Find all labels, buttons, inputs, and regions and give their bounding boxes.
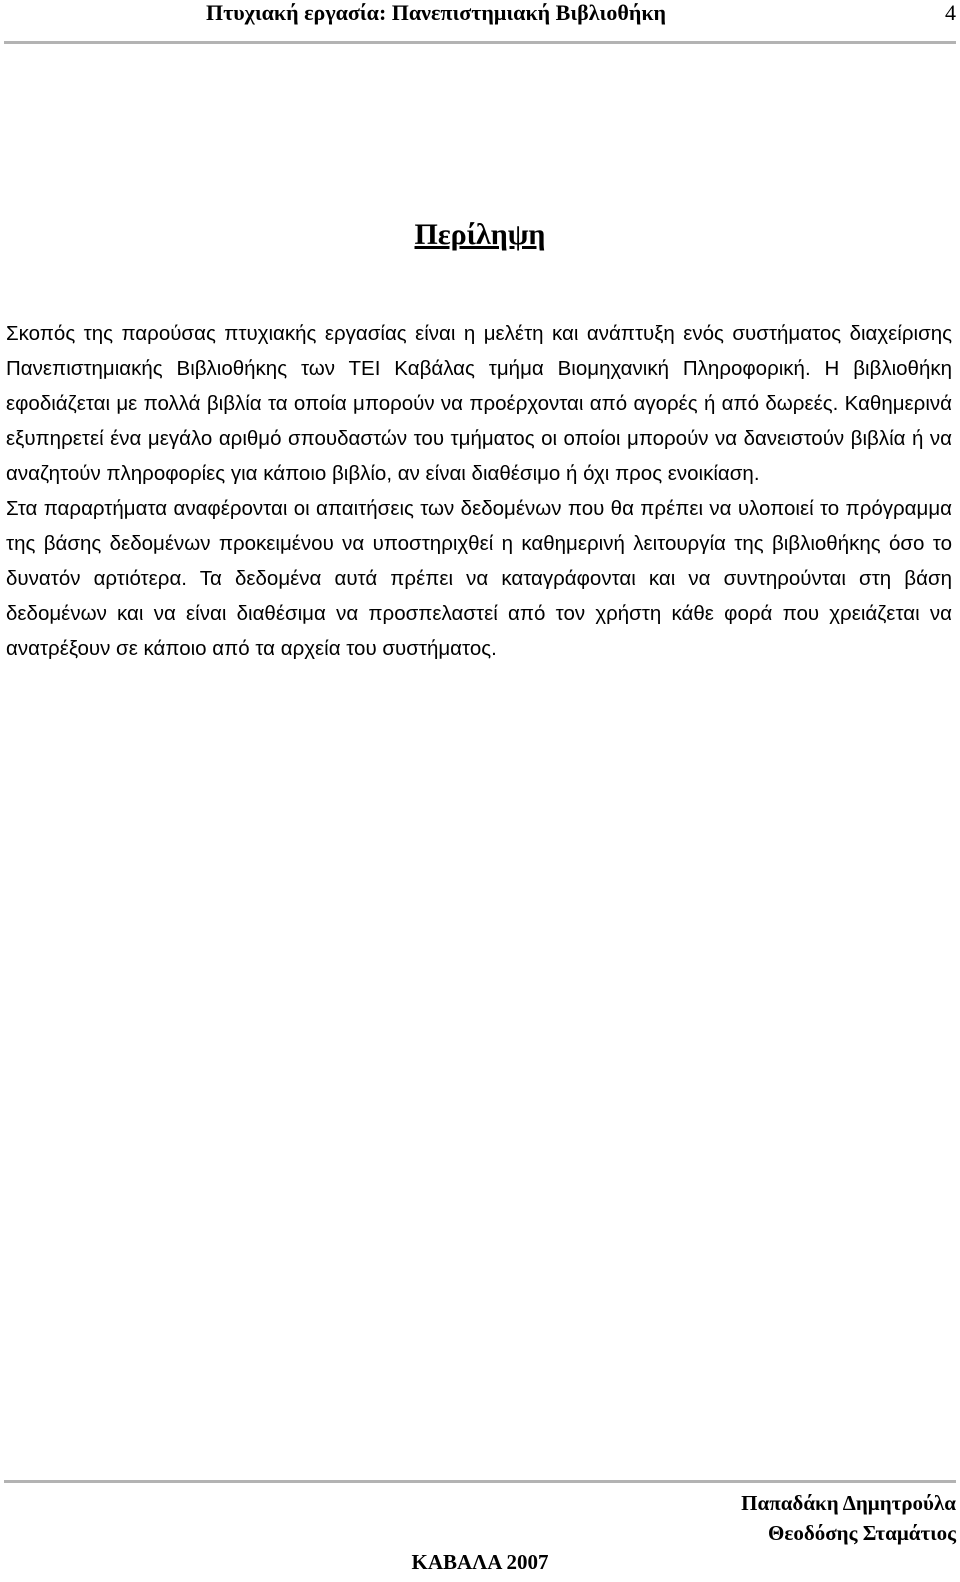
footer-divider [4,1480,956,1483]
page-header [0,0,960,40]
author-name: Θεοδόσης Σταμάτιος [768,1521,956,1545]
paragraph-2: Στα παραρτήματα αναφέρονται οι απαιτήσεις των δεδομένων που θα πρέπει να υλοποιεί το πρόγραμμα της βάσης δεδομένων προκειμένου να υποστηριχθεί η καθημερινή λειτουργία της βιβλιοθήκης όσο το δυνατόν αρτιότερα. Τα δεδομένα αυτά πρέπει να καταγράφονται και να συντηρούνται στη βάση δεδομένων και να είναι διαθέσιμα να προσπελαστεί από τον χρήστη κάθε φορά που χρειάζεται να ανατρέξουν σε κάποιο από τα αρχεία του συστήματος. [6,497,952,660]
header-divider [4,41,956,44]
section-title: Περίληψη [414,218,546,251]
header-title: Πτυχιακή εργασία: Πανεπιστημιακή Βιβλιοθήκη [206,0,667,25]
paragraph-1: Σκοπός της παρούσας πτυχιακής εργασίας είναι η μελέτη και ανάπτυξη ενός συστήματος διαχείρισης Πανεπιστημιακής Βιβλιοθήκης των ΤΕΙ Καβάλας τμήμα Βιομηχανική Πληροφορική. Η βιβλιοθήκη εφοδιάζεται με πολλά βιβλία τα οποία μπορούν να προέρχονται από αγορές ή από δωρεές. Καθημερινά εξυπηρετεί ένα μεγάλο αριθμό σπουδαστών του τμήματος οι οποίοι μπορούν να δανειστούν βιβλία ή να αναζητούν πληροφορίες για κάποιο βιβλίο, αν είναι διαθέσιμο ή όχι προς ενοικίαση. [6,322,952,485]
author-name: Παπαδάκη Δημητρούλα [741,1491,956,1515]
page-number: 4 [945,0,956,25]
footer-city-year: ΚΑΒΑΛΑ 2007 [411,1550,549,1574]
abstract-body [6,316,952,666]
